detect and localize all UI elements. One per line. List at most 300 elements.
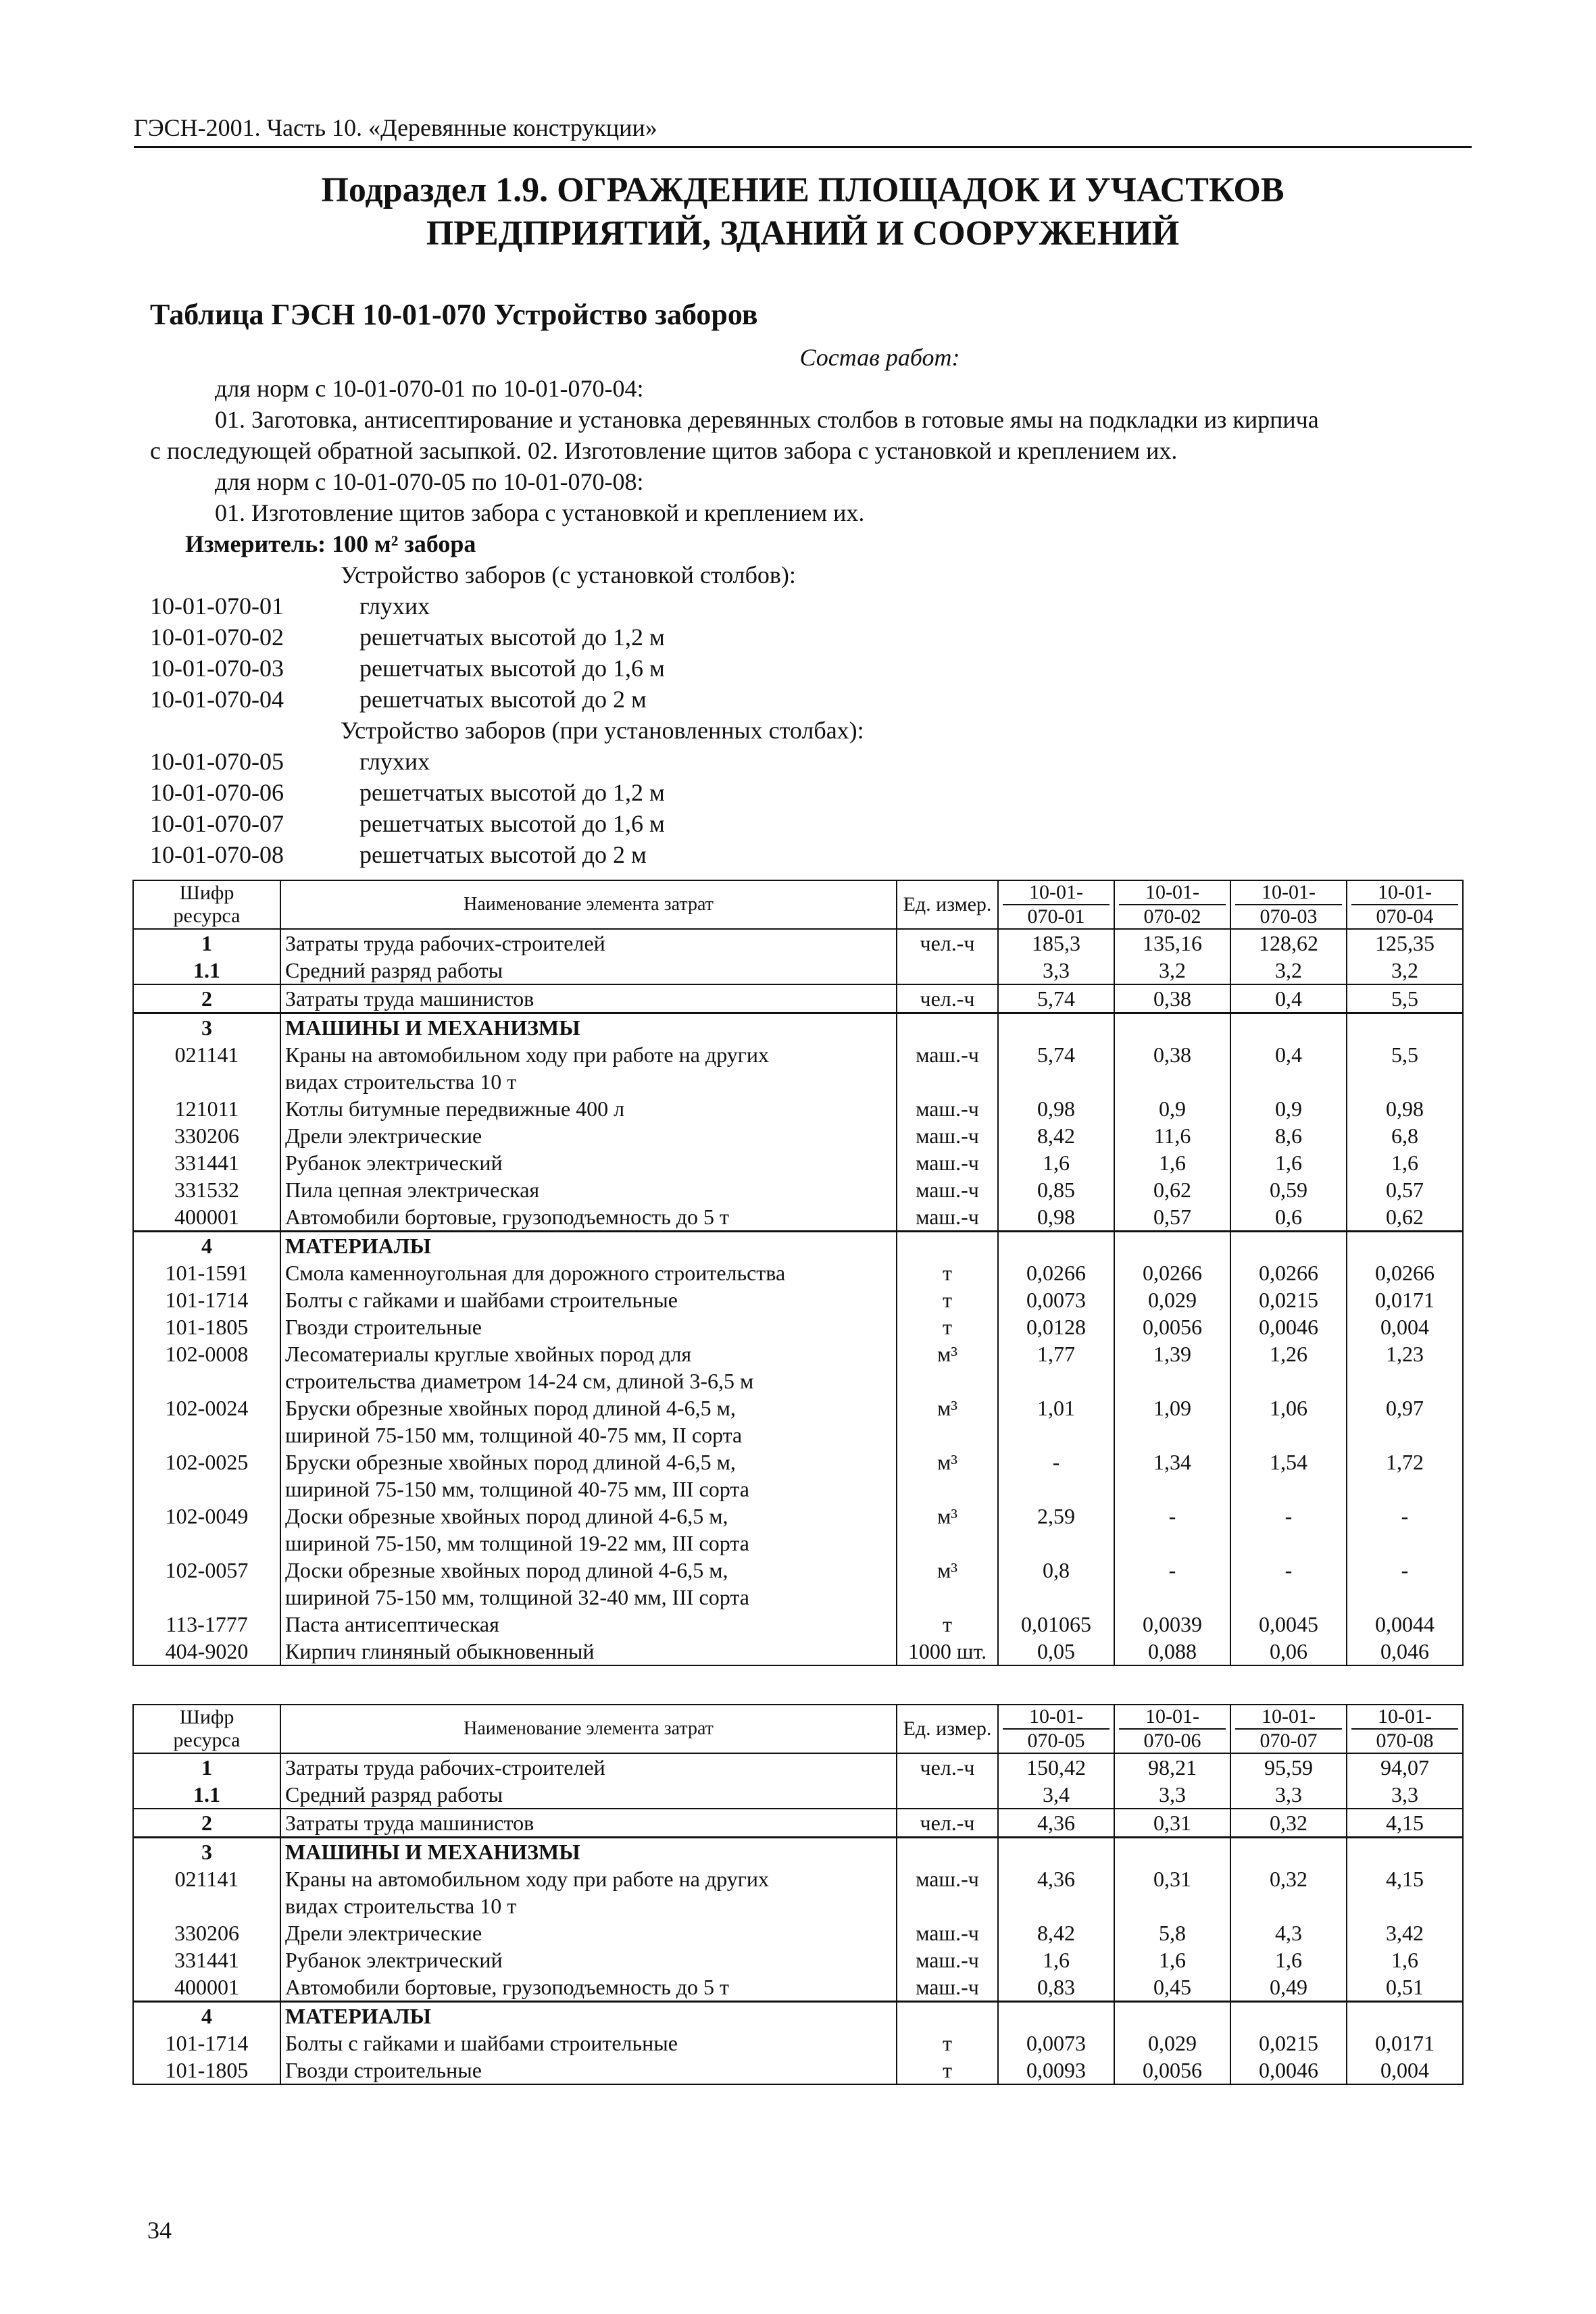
cell-value: 0,9 [1230,1095,1347,1122]
cell-value: 1,54 [1230,1449,1347,1476]
table-title: Таблица ГЭСН 10-01-070 Устройство заборов [150,298,758,331]
section-title-line-1: Подраздел 1.9. ОГРАЖДЕНИЕ ПЛОЩАДОК И УЧАСТКОВ [321,171,1285,209]
norm-code-row: 10-01-070-01 глухих [150,593,430,620]
header-norm: 10-01- 070-04 [1347,880,1463,929]
table-row [133,1503,1463,1530]
header-norm: 10-01- 070-07 [1230,1705,1347,1753]
cell-code: 330206 [133,1919,280,1946]
cell-value: 1,6 [1114,1149,1230,1176]
cell-name: шириной 75-150 мм, толщиной 32-40 мм, III сорта [280,1584,897,1611]
cell-code [133,1892,280,1919]
cell-name: Затраты труда машинистов [280,1809,897,1838]
cell-value: 0,85 [998,1176,1114,1203]
cell-code: 113-1777 [133,1611,280,1638]
cell-name: Болты с гайками и шайбами строительные [280,1286,897,1313]
cell-value: 0,45 [1114,1973,1230,2002]
cell-code [133,1584,280,1611]
cell-value: 0,0046 [1230,1313,1347,1340]
cell-value: 0,0171 [1347,1286,1463,1313]
table-row [133,1809,1463,1838]
cell-unit: т [897,1313,998,1340]
cell-value [998,1892,1114,1919]
table-row [133,1557,1463,1584]
resource-table-1 [132,880,1464,1666]
cell-unit [897,1530,998,1557]
cell-unit: маш.-ч [897,1041,998,1068]
cell-value [998,1013,1114,1042]
resource-table-2 [132,1704,1464,2085]
norm-code-row: 10-01-070-03 решетчатых высотой до 1,6 м [150,655,665,682]
table-row [133,1422,1463,1449]
cell-value: 3,3 [1230,1781,1347,1809]
cell-unit: м³ [897,1503,998,1530]
cell-unit: чел.-ч [897,929,998,957]
cell-name: шириной 75-150, мм толщиной 19-22 мм, III сорта [280,1530,897,1557]
cell-value: 8,6 [1230,1122,1347,1149]
cell-value: 0,32 [1230,1865,1347,1892]
table-row [133,1203,1463,1232]
cell-value [1114,1232,1230,1260]
cell-value [998,1422,1114,1449]
cell-name: МАТЕРИАЛЫ [280,2002,897,2030]
cell-value: 0,31 [1114,1865,1230,1892]
cell-value: 1,6 [998,1946,1114,1973]
cell-name: Пила цепная электрическая [280,1176,897,1203]
cell-unit [897,1232,998,1260]
cell-value: 0,06 [1230,1638,1347,1665]
cell-name: Гвозди строительные [280,2057,897,2084]
norm-codes-list [150,559,1474,870]
table-row [133,929,1463,957]
cell-value: 3,2 [1114,957,1230,984]
cell-value [1114,1838,1230,1866]
norm-code-row: 10-01-070-06 решетчатых высотой до 1,2 м [150,779,665,806]
codes-group-heading: Устройство заборов (с установкой столбов): [341,561,796,588]
cell-value: 0,62 [1114,1176,1230,1203]
cell-value: 0,029 [1114,2030,1230,2057]
header-norm: 10-01- 070-03 [1230,880,1347,929]
cell-value [998,1530,1114,1557]
table-row [133,1838,1463,1866]
cell-code: 400001 [133,1973,280,2002]
table-row [133,1753,1463,1781]
table-row [133,1892,1463,1919]
cell-unit: 1000 шт. [897,1638,998,1665]
composition-heading: Состав работ: [799,344,960,371]
cell-name: шириной 75-150 мм, толщиной 40-75 мм, II сорта [280,1422,897,1449]
cell-value: 1,6 [1114,1946,1230,1973]
cell-code: 021141 [133,1865,280,1892]
cell-unit: чел.-ч [897,984,998,1013]
cell-value [998,1584,1114,1611]
cell-value: 0,4 [1230,1041,1347,1068]
work-composition [150,342,1474,870]
cell-code [133,1476,280,1503]
cell-code: 331441 [133,1946,280,1973]
header-unit: Ед. измер. [897,1705,998,1753]
cell-code: 4 [133,1232,280,1260]
cell-value: 5,5 [1347,984,1463,1013]
cell-name: Кирпич глиняный обыкновенный [280,1638,897,1665]
cell-code: 102-0049 [133,1503,280,1530]
cell-value: 0,57 [1114,1203,1230,1232]
header-norm: 10-01- 070-05 [998,1705,1114,1753]
composition-line: для норм с 10-01-070-01 по 10-01-070-04: [215,375,644,402]
cell-value: 0,0046 [1230,2057,1347,2084]
cell-value [1347,1013,1463,1042]
cell-value: 4,15 [1347,1809,1463,1838]
section-title [134,169,1472,255]
cell-value: 0,0093 [998,2057,1114,2084]
cell-unit: т [897,1259,998,1286]
cell-value: 4,15 [1347,1865,1463,1892]
cell-value: 1,6 [1347,1946,1463,1973]
cell-value [1347,1232,1463,1260]
table-row [133,1095,1463,1122]
cell-value: 0,046 [1347,1638,1463,1665]
cell-value: 0,0044 [1347,1611,1463,1638]
cell-name: Болты с гайками и шайбами строительные [280,2030,897,2057]
table-row [133,1176,1463,1203]
table-row [133,1122,1463,1149]
cell-unit [897,2002,998,2030]
cell-unit: м³ [897,1394,998,1422]
cell-name: Дрели электрические [280,1122,897,1149]
cell-value: 0,01065 [998,1611,1114,1638]
cell-value: 0,088 [1114,1638,1230,1665]
cell-code: 1 [133,929,280,957]
cell-name: Затраты труда рабочих-строителей [280,929,897,957]
cell-unit [897,957,998,984]
cell-value: 0,0073 [998,1286,1114,1313]
cell-value [1347,1367,1463,1394]
header-norm: 10-01- 070-08 [1347,1705,1463,1753]
cell-code: 331532 [133,1176,280,1203]
measure-unit: Измеритель: 100 м² забора [185,530,476,557]
cell-name: Средний разряд работы [280,1781,897,1809]
cell-code: 102-0025 [133,1449,280,1476]
table-row [133,1946,1463,1973]
cell-value: - [1230,1503,1347,1530]
cell-code: 101-1805 [133,1313,280,1340]
cell-code: 101-1591 [133,1259,280,1286]
cell-value: 0,98 [998,1095,1114,1122]
cell-name: Паста антисептическая [280,1611,897,1638]
cell-value: 1,06 [1230,1394,1347,1422]
cell-unit [897,1781,998,1809]
cell-value: 0,0215 [1230,2030,1347,2057]
cell-unit: м³ [897,1557,998,1584]
cell-value: 0,38 [1114,1041,1230,1068]
cell-value: 3,4 [998,1781,1114,1809]
cell-value [1347,1422,1463,1449]
cell-code: 400001 [133,1203,280,1232]
cell-code: 3 [133,1838,280,1866]
cell-unit [897,1476,998,1503]
cell-code [133,1068,280,1095]
cell-value: 94,07 [1347,1753,1463,1781]
cell-unit: м³ [897,1449,998,1476]
cell-value: 0,32 [1230,1809,1347,1838]
table-row [133,1584,1463,1611]
cell-code: 102-0057 [133,1557,280,1584]
cell-value: 0,97 [1347,1394,1463,1422]
cell-code [133,1422,280,1449]
composition-line: для норм с 10-01-070-05 по 10-01-070-08: [215,468,644,495]
cell-unit: маш.-ч [897,1095,998,1122]
cell-unit [897,1838,998,1866]
table-row [133,1367,1463,1394]
cell-value: 0,05 [998,1638,1114,1665]
cell-name: Автомобили бортовые, грузоподъемность до 5 т [280,1203,897,1232]
codes-group-heading: Устройство заборов (при установленных столбах): [341,717,864,744]
cell-unit [897,1584,998,1611]
cell-value: 0,4 [1230,984,1347,1013]
header-norm: 10-01- 070-02 [1114,880,1230,929]
cell-value [1347,1584,1463,1611]
table-row [133,2057,1463,2084]
table-body [133,929,1463,1665]
table-row [133,1259,1463,1286]
cell-value: 0,9 [1114,1095,1230,1122]
cell-code [133,1530,280,1557]
table-row [133,1149,1463,1176]
cell-code: 404-9020 [133,1638,280,1665]
cell-value [1230,1476,1347,1503]
cell-value: 8,42 [998,1919,1114,1946]
cell-value [1114,1422,1230,1449]
cell-value: 1,6 [1230,1149,1347,1176]
cell-unit [897,1013,998,1042]
cell-value [1114,2002,1230,2030]
cell-value: 0,0073 [998,2030,1114,2057]
cell-code: 121011 [133,1095,280,1122]
cell-unit: т [897,1286,998,1313]
cell-value [1230,1584,1347,1611]
cell-value: 5,74 [998,984,1114,1013]
cell-value: 0,0215 [1230,1286,1347,1313]
cell-value [998,1232,1114,1260]
cell-value: 1,01 [998,1394,1114,1422]
cell-value [998,1838,1114,1866]
cell-value: 1,23 [1347,1340,1463,1367]
cell-value [1114,1530,1230,1557]
cell-value [998,1367,1114,1394]
cell-name: Рубанок электрический [280,1149,897,1176]
cell-name: МАШИНЫ И МЕХАНИЗМЫ [280,1013,897,1042]
cell-name: Дрели электрические [280,1919,897,1946]
table-row [133,984,1463,1013]
cell-name: видах строительства 10 т [280,1892,897,1919]
cell-value [998,2002,1114,2030]
cell-code: 021141 [133,1041,280,1068]
cell-value: 98,21 [1114,1753,1230,1781]
cell-unit: маш.-ч [897,1203,998,1232]
cell-code: 1.1 [133,1781,280,1809]
cell-unit: чел.-ч [897,1753,998,1781]
cell-value: 0,83 [998,1973,1114,2002]
cell-code: 101-1714 [133,2030,280,2057]
cell-value: 11,6 [1114,1122,1230,1149]
cell-value: 8,42 [998,1122,1114,1149]
cell-code: 331441 [133,1149,280,1176]
cell-value [1347,1530,1463,1557]
cell-value: 3,2 [1347,957,1463,984]
cell-unit: маш.-ч [897,1176,998,1203]
cell-value: 0,59 [1230,1176,1347,1203]
cell-value [998,1476,1114,1503]
table-row [133,1286,1463,1313]
header-name: Наименование элемента затрат [280,880,897,929]
table-row [133,1781,1463,1809]
cell-name: Краны на автомобильном ходу при работе на других [280,1865,897,1892]
cell-value: 0,004 [1347,1313,1463,1340]
cell-code: 1.1 [133,957,280,984]
cell-value: 4,36 [998,1865,1114,1892]
cell-value: 4,3 [1230,1919,1347,1946]
cell-value: 1,34 [1114,1449,1230,1476]
cell-value: 3,3 [1347,1781,1463,1809]
norm-code-row: 10-01-070-02 решетчатых высотой до 1,2 м [150,624,665,651]
cell-unit: маш.-ч [897,1946,998,1973]
cell-value: 5,74 [998,1041,1114,1068]
cell-name: Средний разряд работы [280,957,897,984]
cell-unit: чел.-ч [897,1809,998,1838]
cell-value: - [998,1449,1114,1476]
table-row [133,1530,1463,1557]
cell-value [1114,1584,1230,1611]
cell-code: 102-0024 [133,1394,280,1422]
table-row [133,1394,1463,1422]
cell-name: Бруски обрезные хвойных пород длиной 4-6,5 м, [280,1449,897,1476]
cell-value [1114,1013,1230,1042]
cell-unit: маш.-ч [897,1865,998,1892]
cell-code: 2 [133,984,280,1013]
cell-unit [897,1068,998,1095]
cell-value: 0,0056 [1114,2057,1230,2084]
cell-value: 0,98 [1347,1095,1463,1122]
cell-value: 0,57 [1347,1176,1463,1203]
cell-name: Рубанок электрический [280,1946,897,1973]
norm-code-row: 10-01-070-04 решетчатых высотой до 2 м [150,686,647,713]
cell-name: Затраты труда рабочих-строителей [280,1753,897,1781]
table-row [133,1919,1463,1946]
page-number: 34 [147,2217,172,2244]
cell-value: 0,0266 [1347,1259,1463,1286]
cell-value [1230,1232,1347,1260]
cell-unit [897,1892,998,1919]
cell-code: 1 [133,1753,280,1781]
cell-value: 135,16 [1114,929,1230,957]
cell-value: 4,36 [998,1809,1114,1838]
table-row [133,1476,1463,1503]
cell-value: 0,49 [1230,1973,1347,2002]
cell-value: 0,62 [1347,1203,1463,1232]
cell-name: Лесоматериалы круглые хвойных пород для [280,1340,897,1367]
table-row [133,2002,1463,2030]
cell-name: Смола каменноугольная для дорожного строительства [280,1259,897,1286]
cell-name: Бруски обрезные хвойных пород длиной 4-6,5 м, [280,1394,897,1422]
table-row [133,1041,1463,1068]
header-name: Наименование элемента затрат [280,1705,897,1753]
cell-value: - [1230,1557,1347,1584]
cell-value: 0,004 [1347,2057,1463,2084]
cell-value: - [1114,1557,1230,1584]
cell-value: 0,38 [1114,984,1230,1013]
cell-value: 1,72 [1347,1449,1463,1476]
cell-value [1114,1892,1230,1919]
cell-value [1230,2002,1347,2030]
cell-name: Доски обрезные хвойных пород длиной 4-6,5 м, [280,1503,897,1530]
cell-value: 0,0266 [1114,1259,1230,1286]
cell-code: 330206 [133,1122,280,1149]
cell-value: 0,51 [1347,1973,1463,2002]
cell-value [1114,1068,1230,1095]
cell-code [133,1367,280,1394]
cell-value: 3,3 [1114,1781,1230,1809]
table-row [133,1865,1463,1892]
cell-value: 0,0056 [1114,1313,1230,1340]
cell-value [1230,1422,1347,1449]
cell-value [1114,1476,1230,1503]
cell-value [1347,1476,1463,1503]
cell-value [1230,1367,1347,1394]
cell-name: Затраты труда машинистов [280,984,897,1013]
cell-name: МАШИНЫ И МЕХАНИЗМЫ [280,1838,897,1866]
cell-value: 0,0266 [998,1259,1114,1286]
cell-name: Гвозди строительные [280,1313,897,1340]
table-row [133,1638,1463,1665]
cell-value: 185,3 [998,929,1114,957]
cell-value: 1,6 [1230,1946,1347,1973]
cell-value: 1,6 [1347,1149,1463,1176]
cell-value [1230,1013,1347,1042]
cell-value [1347,2002,1463,2030]
cell-value: 0,8 [998,1557,1114,1584]
cell-value: 0,0171 [1347,2030,1463,2057]
cell-name: строительства диаметром 14-24 см, длиной 3-6,5 м [280,1367,897,1394]
header-code: Шифр ресурса [133,880,280,929]
table-row [133,1068,1463,1095]
cell-name: Доски обрезные хвойных пород длиной 4-6,5 м, [280,1557,897,1584]
table-row [133,1340,1463,1367]
norm-code-row: 10-01-070-05 глухих [150,748,430,775]
cell-name: МАТЕРИАЛЫ [280,1232,897,1260]
cell-value: 150,42 [998,1753,1114,1781]
cell-value: 1,39 [1114,1340,1230,1367]
table-row [133,1611,1463,1638]
cell-value [998,1068,1114,1095]
table-row [133,1449,1463,1476]
cell-name: Автомобили бортовые, грузоподъемность до 5 т [280,1973,897,2002]
cell-value: 0,029 [1114,1286,1230,1313]
cell-value [1347,1068,1463,1095]
cell-value: 3,42 [1347,1919,1463,1946]
header-norm: 10-01- 070-01 [998,880,1114,929]
cell-value: - [1347,1503,1463,1530]
cell-value: 3,3 [998,957,1114,984]
cell-value: 0,0039 [1114,1611,1230,1638]
norm-code-row: 10-01-070-08 решетчатых высотой до 2 м [150,841,647,868]
cell-value: 0,0045 [1230,1611,1347,1638]
header-norm: 10-01- 070-06 [1114,1705,1230,1753]
cell-value [1114,1367,1230,1394]
cell-value [1230,1530,1347,1557]
composition-line: 01. Заготовка, антисептирование и установка деревянных столбов в готовые ямы на подкладки из кирпича [215,406,1319,433]
cell-value: 95,59 [1230,1753,1347,1781]
table-row [133,1013,1463,1042]
cell-unit: маш.-ч [897,1149,998,1176]
